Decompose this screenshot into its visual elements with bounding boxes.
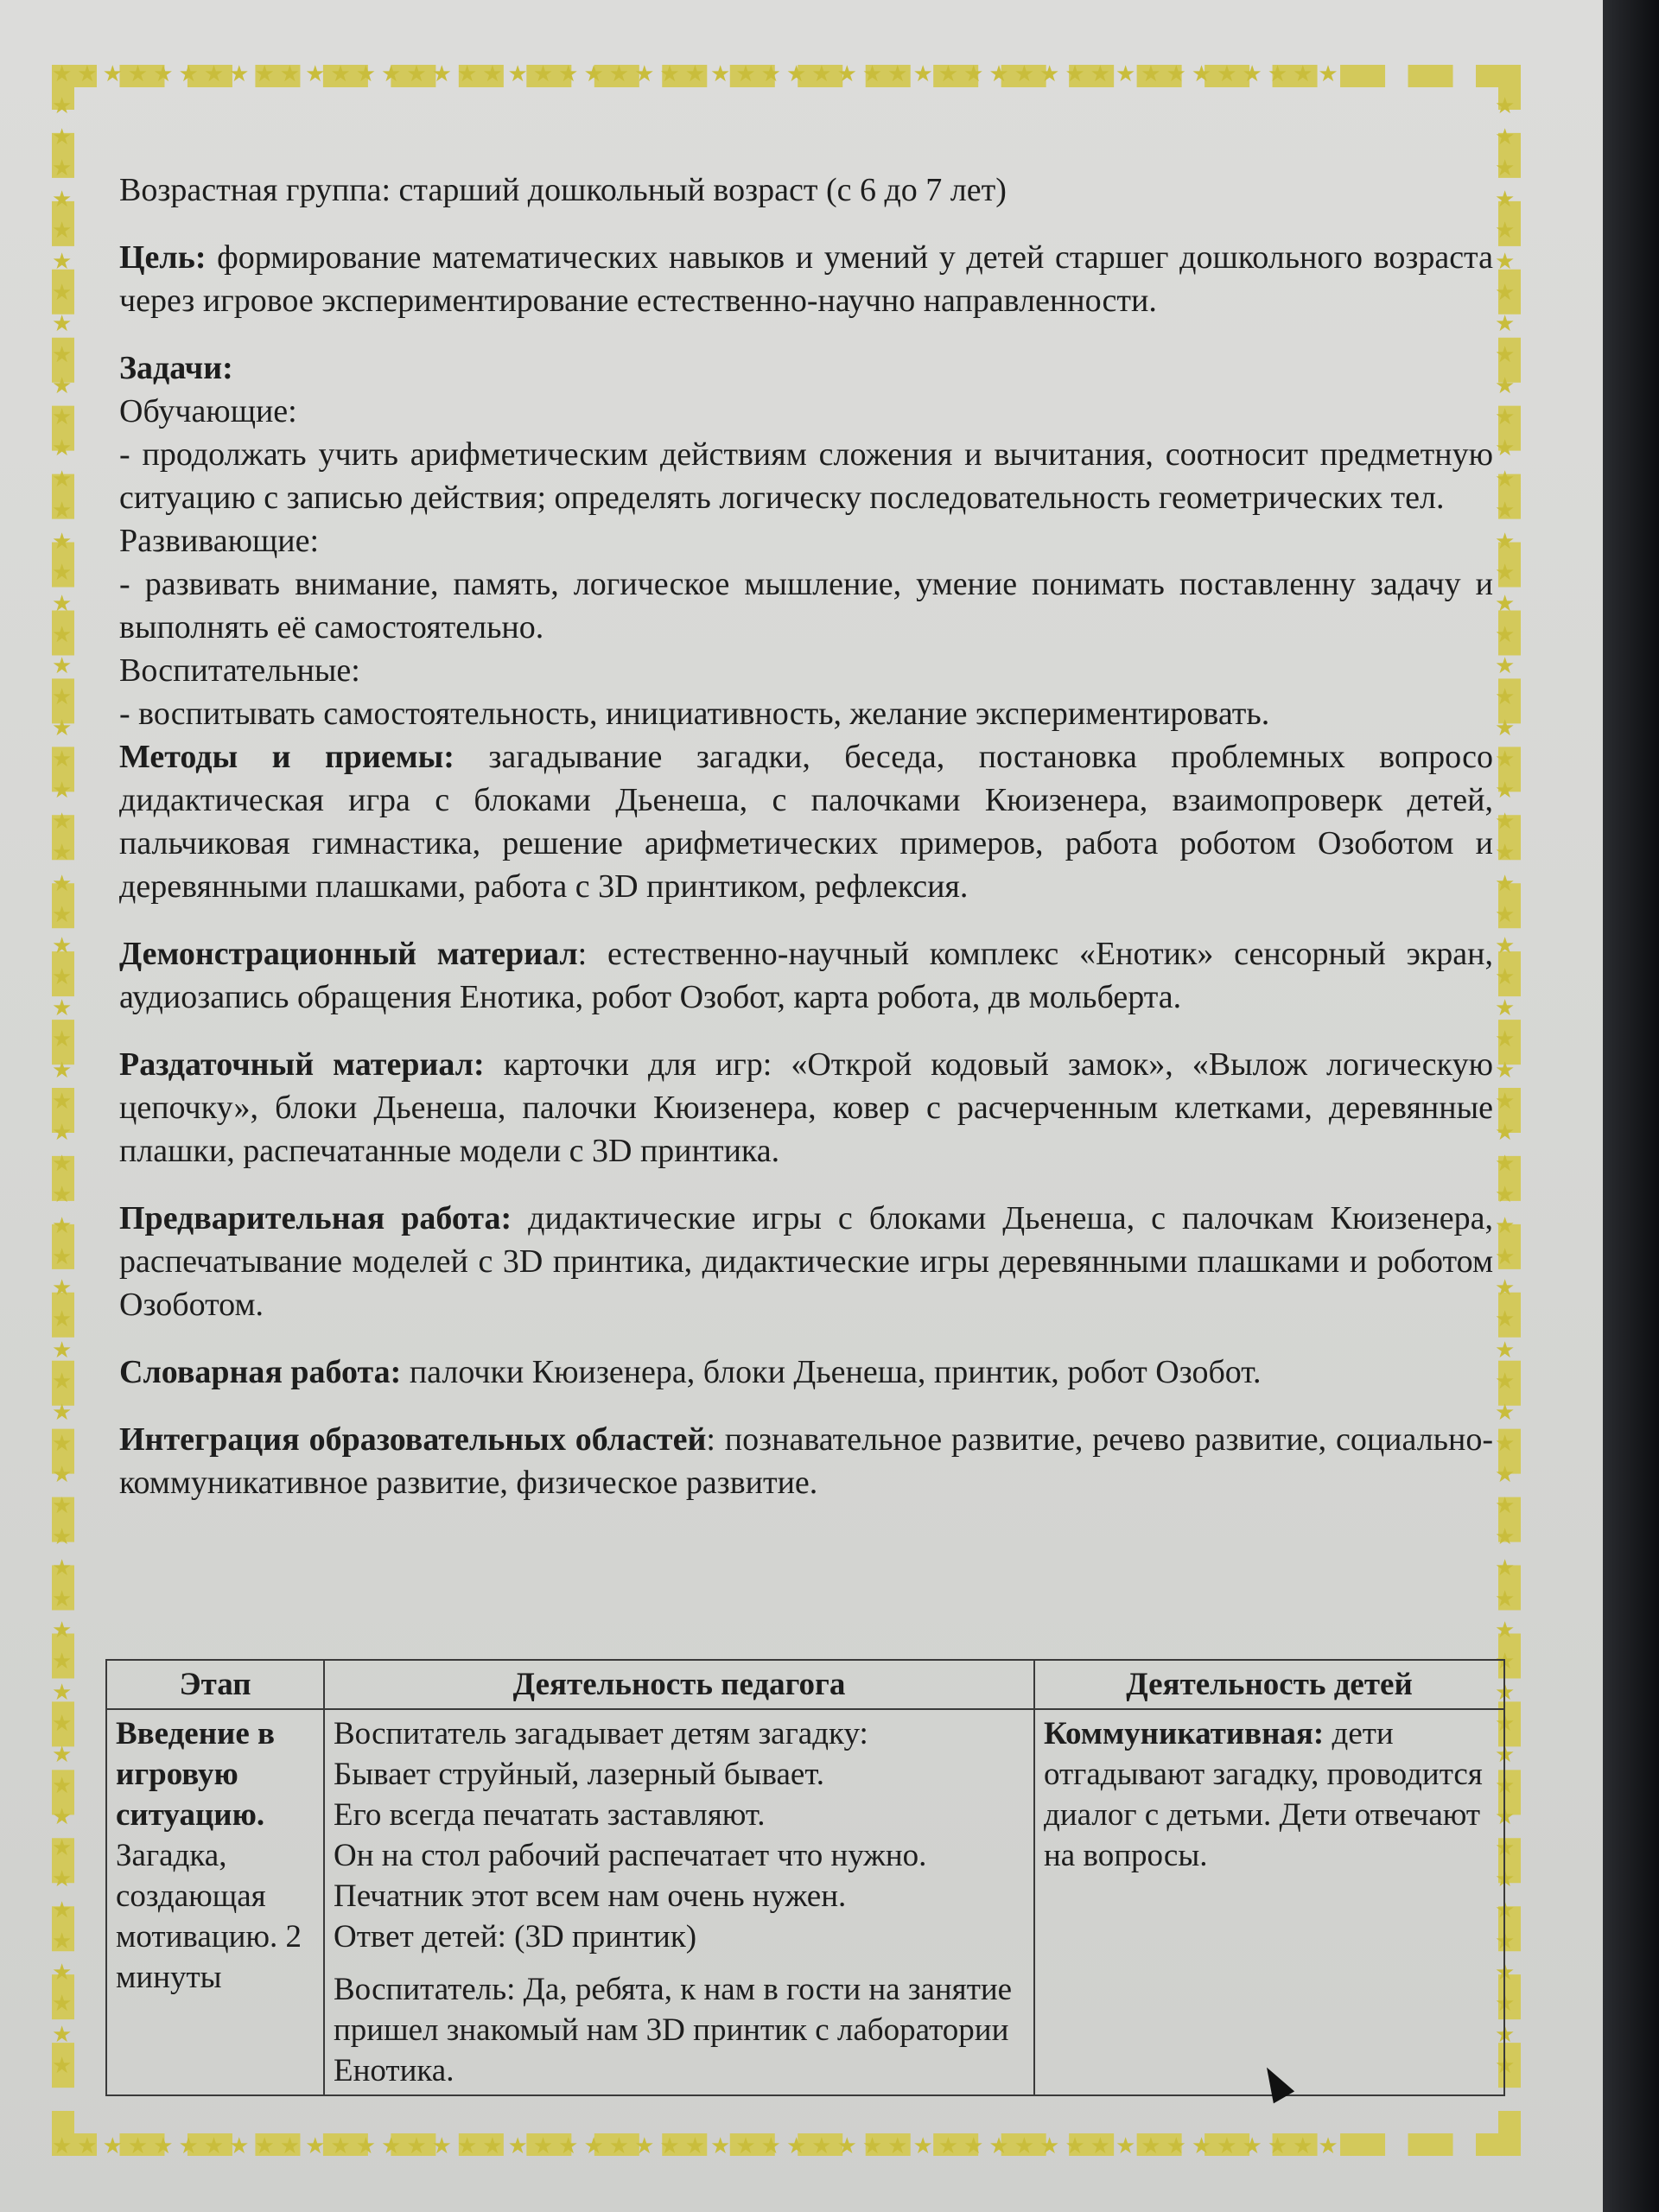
table-header-row (106, 1660, 1504, 1709)
teaching-text: - продолжать учить арифметическим действиям сложения и вычитания, соотносит предметную ситуацию с записью действия; определять логическу последовательность геометрических тел. (119, 436, 1493, 516)
demo-paragraph (119, 932, 1493, 1019)
lesson-table (105, 1659, 1505, 2096)
teacher-line: Воспитатель загадывает детям загадку: (334, 1716, 868, 1751)
handout-text: карточки для игр: «Открой кодовый замок», «Вылож логическую цепочку», блоки Дьенеша, палочки Кюизенера, ковер с расчерченным клетками, деревянные плашки, распечатанные модели с 3D принтика. (119, 1046, 1493, 1169)
teacher-line: Печатник этот всем нам очень нужен. (334, 1878, 847, 1914)
document-body (119, 168, 1493, 1504)
goal-paragraph (119, 236, 1493, 322)
stage-description: Загадка, создающая мотивацию. 2 минуты (116, 1838, 302, 1995)
tasks-label-text: Задачи: (119, 350, 233, 386)
prelim-label: Предварительная работа: (119, 1200, 512, 1236)
educating-label: Воспитательные: (119, 652, 360, 689)
prelim-text: дидактические игры с блоками Дьенеша, с палочкам Кюизенера, распечатывание моделей с 3D принтика, дидактические игры деревянными плашками и роботом Озоботом. (119, 1200, 1493, 1323)
children-cell (1034, 1709, 1504, 2095)
handout-label: Раздаточный материал: (119, 1046, 485, 1083)
stage-title: Введение в игровую ситуацию. (116, 1716, 276, 1833)
stage-cell (106, 1709, 324, 2095)
teaching-label: Обучающие: (119, 393, 297, 429)
children-label: Коммуникативная: (1044, 1716, 1325, 1751)
handout-paragraph (119, 1043, 1493, 1173)
header-stage: Этап (106, 1660, 324, 1709)
teacher-line: Ответ детей: (3D принтик) (334, 1919, 697, 1955)
methods-text: загадывание загадки, беседа, постановка проблемных вопросо дидактическая игра с блоками Дьенеша, с палочками Кюизенера, взаимопроверк детей, пальчиковая гимнастика, решение арифметических примеров, работа роботом Озоботом и деревянными плашками, работа с 3D принтиком, рефлексия. (119, 739, 1493, 905)
teacher-cell (324, 1709, 1034, 2095)
methods-label: Методы и приемы: (119, 739, 454, 775)
goal-text: формирование математических навыков и умений у детей старшег дошкольного возраста через игровое экспериментирование естественно-научно направленности. (119, 239, 1493, 319)
children-text: дети отгадывают загадку, проводится диалог с детьми. Дети отвечают на вопросы. (1044, 1716, 1483, 1873)
educating-text: - воспитывать самостоятельность, инициативность, желание экспериментировать. (119, 696, 1270, 732)
integration-label: Интеграция образовательных областей (119, 1421, 707, 1458)
tasks-label (119, 346, 1493, 390)
teacher-line: Его всегда печатать заставляют. (334, 1797, 766, 1833)
vocab-label: Словарная работа: (119, 1354, 402, 1390)
demo-label: Демонстрационный материал (119, 936, 578, 972)
teacher-paragraph: Воспитатель: Да, ребята, к нам в гости на занятие пришел знакомый нам 3D принтик с лаборатории Енотика. (334, 1972, 1013, 2088)
star-row-top: ★★★★★★★★★★★★★★★★★★★★★★★★★★★★★★★★★★★★★★★★★★★★★★★★★★★ (52, 61, 1344, 86)
star-row-bottom: ★★★★★★★★★★★★★★★★★★★★★★★★★★★★★★★★★★★★★★★★★★★★★★★★★★★ (52, 2133, 1344, 2158)
lesson-table-wrap (105, 1659, 1505, 2126)
methods-paragraph (119, 735, 1493, 908)
developing-text: - развивать внимание, память, логическое мышление, умение понимать поставленну задачу и выполнять её самостоятельно. (119, 566, 1493, 645)
age-group: Возрастная группа: старший дошкольный возраст (с 6 до 7 лет) (119, 172, 1007, 208)
teacher-line: Он на стол рабочий распечатает что нужно. (334, 1838, 927, 1873)
monitor-bezel (1603, 0, 1659, 2212)
integration-paragraph (119, 1418, 1493, 1504)
star-column-left: ★★★★★★★★★★★★★★★★★★★★★★★★★★★★★★★★★★★★★★★★★★★★★★★★★★★★★★★★★★★★★★★★ (52, 93, 73, 2078)
teacher-line: Бывает струйный, лазерный бывает. (334, 1757, 824, 1792)
header-teacher: Деятельность педагога (324, 1660, 1034, 1709)
prelim-paragraph (119, 1197, 1493, 1326)
table-row (106, 1709, 1504, 2095)
integration-text: : познавательное развитие, речево развитие, социально-коммуникативное развитие, физическое развитие. (119, 1421, 1493, 1501)
vocab-paragraph (119, 1351, 1493, 1394)
star-column-right: ★★★★★★★★★★★★★★★★★★★★★★★★★★★★★★★★★★★★★★★★★★★★★★★★★★★★★★★★★★★★★★★★ (1495, 93, 1516, 2078)
vocab-text: палочки Кюизенера, блоки Дьенеша, принтик, робот Озобот. (401, 1354, 1262, 1390)
developing-label: Развивающие: (119, 523, 320, 559)
goal-label: Цель: (119, 239, 207, 276)
demo-text: : естественно-научный комплекс «Енотик» сенсорный экран, аудиозапись обращения Енотика, робот Озобот, карта робота, дв мольберта. (119, 936, 1493, 1015)
header-children: Деятельность детей (1034, 1660, 1504, 1709)
